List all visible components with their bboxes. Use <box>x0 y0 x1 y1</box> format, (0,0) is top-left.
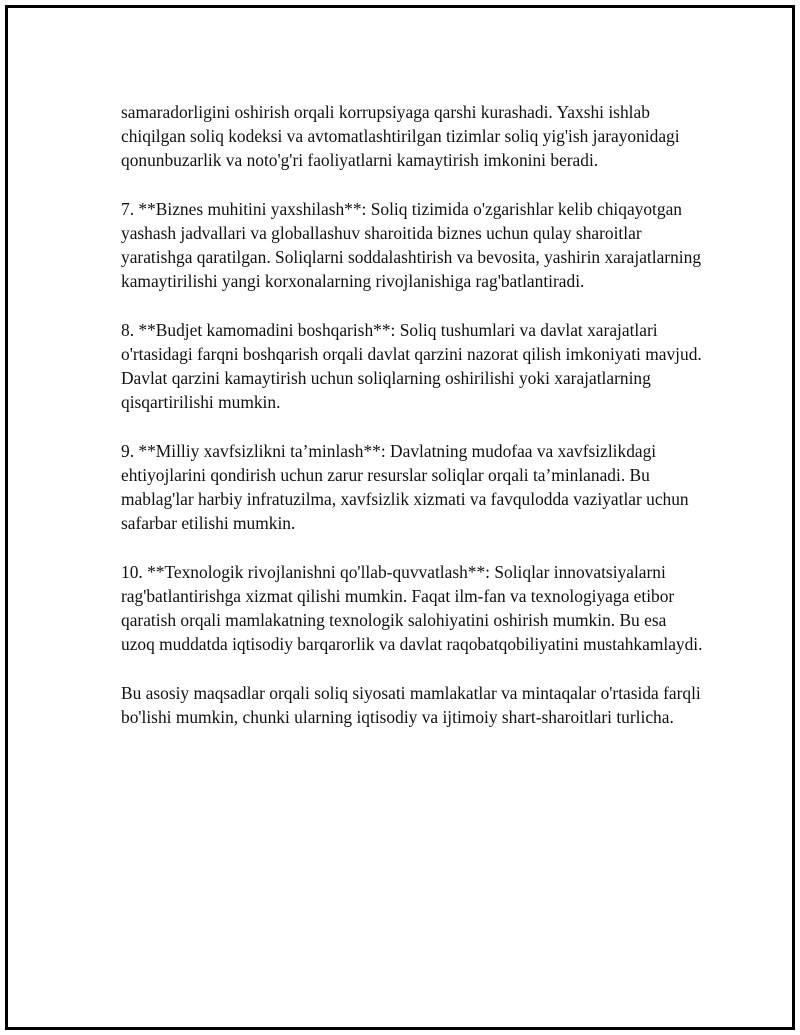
paragraph-conclusion: Bu asosiy maqsadlar orqali soliq siyosati mamlakatlar va mintaqalar o'rtasida farqli bo'lishi mumkin, chunki ularning iqtisodiy va ijtimoiy shart-sharoitlari turlicha. <box>121 682 701 727</box>
paragraph-technology-support: 10. **Texnologik rivojlanishni qo'llab-quvvatlash**: Soliqlar innovatsiyalarni rag'batlantirishga xizmat qilishi mumkin. Faqat ilm-fan va texnologiyaga etibor qaratish orqali mamlakatning texnologik salohiyatini oshirish mumkin. Bu esa uzoq muddatda iqtisodiy barqarorlik va davlat raqobatqobiliyatini mustahkamlaydi. <box>121 561 703 655</box>
document-body <box>121 100 703 753</box>
paragraph-budget-deficit: 8. **Budjet kamomadini boshqarish**: Soliq tushumlari va davlat xarajatlari o'rtasidagi farqni boshqarish orqali davlat qarzini nazorat qilish imkoniyati mavjud. Davlat qarzini kamaytirish uchun soliqlarning oshirilishi yoki xarajatlarning qisqartirilishi mumkin. <box>121 319 702 413</box>
paragraph-business-environment: 7. **Biznes muhitini yaxshilash**: Soliq tizimida o'zgarishlar kelib chiqayotgan yashash jadvallari va globallashuv sharoitida biznes uchun qulay sharoitlar yaratishga qaratilgan. Soliqlarni soddalashtirish va bevosita, yashirin xarajatlarning kamaytirilishi yangi korxonalarning rivojlanishiga rag'batlantiradi. <box>121 198 702 292</box>
paragraph-national-security: 9. **Milliy xavfsizlikni ta’minlash**: Davlatning mudofaa va xavfsizlikdagi ehtiyojlarini qondirish uchun zarur resurslar soliqlar orqali ta’minlanadi. Bu mablag'lar harbiy infratuzilma, xavfsizlik xizmati va favqulodda vaziyatlar uchun safarbar etilishi mumkin. <box>121 440 689 534</box>
page-frame <box>5 5 795 1030</box>
paragraph-corruption-continuation: samaradorligini oshirish orqali korrupsiyaga qarshi kurashadi. Yaxshi ishlab chiqilgan soliq kodeksi va avtomatlashtirilgan tizimlar soliq yig'ish jarayonidagi qonunbuzarlik va noto'g'ri faoliyatlarni kamaytirish imkonini beradi. <box>121 102 680 171</box>
